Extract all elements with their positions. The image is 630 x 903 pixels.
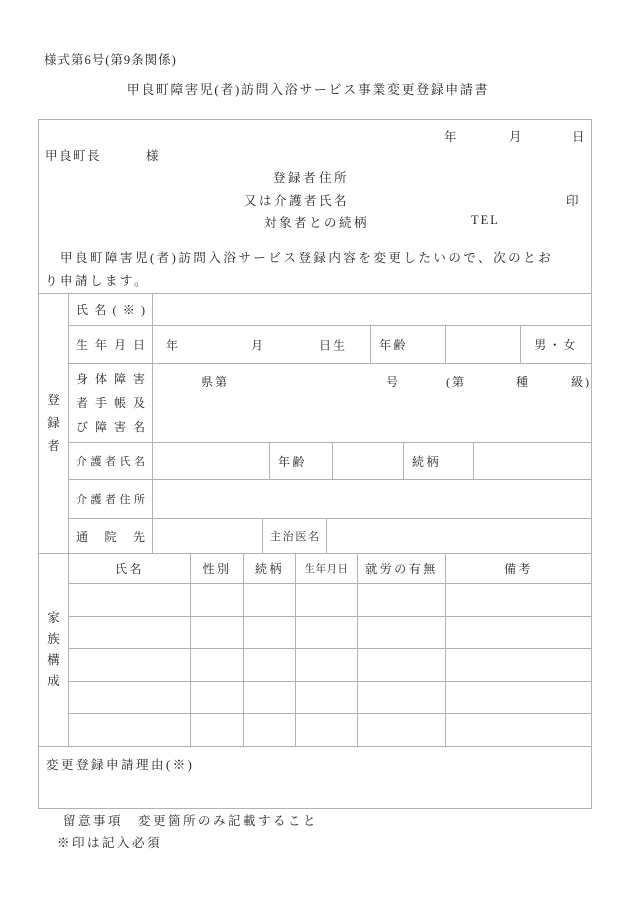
row-name (69, 294, 591, 326)
intro-line-1: 甲良町障害児(者)訪問入浴サービス登録内容を変更したいので、次のとお (45, 251, 554, 265)
registrant-label: 登録者 (273, 171, 319, 185)
carer-age-field (333, 443, 404, 479)
reason-label: 変更登録申請理由(※) (46, 758, 195, 772)
birth-day-label: 日生 (319, 338, 348, 352)
intro-paragraph (45, 247, 587, 293)
age-field (446, 326, 521, 363)
form-box (38, 119, 592, 809)
date-day-label: 日 (572, 130, 588, 144)
note-required: ※印は記入必須 (57, 836, 163, 850)
family-row-2 (69, 617, 591, 649)
birth-month-label: 月 (251, 338, 266, 352)
handbook-no-label: 号 (386, 375, 401, 389)
row-carer-addr (69, 480, 591, 519)
handbook-grade-mid: 種 (516, 375, 531, 389)
name-label: 氏名 (319, 194, 350, 208)
honorific-label: 様 (146, 149, 162, 163)
carer-age-label-cell: 年齢 (270, 443, 333, 479)
date-month-label: 月 (509, 130, 525, 144)
mayor-label: 甲良町長 (45, 149, 102, 163)
intro-line-2: り申請します。 (45, 274, 150, 288)
row-birth (69, 326, 591, 364)
family-col-birth: 生年月日 (296, 554, 358, 583)
note-attention: 留意事項 変更箇所のみ記載すること (63, 814, 319, 828)
doctor-field (327, 519, 591, 553)
carer-addr-field (153, 480, 591, 518)
family-col-sex: 性別 (191, 554, 244, 583)
clinic-field (153, 519, 263, 553)
family-section (39, 554, 591, 747)
handbook-label-cell: 身体障害 者手帳及 び障害名 (69, 364, 153, 442)
family-col-relation: 続柄 (244, 554, 296, 583)
family-row-4 (69, 682, 591, 714)
form-title: 甲良町障害児(者)訪問入浴サービス事業変更登録申請書 (126, 83, 490, 97)
form-head (39, 120, 591, 294)
carer-name-field (153, 443, 270, 479)
family-col-remarks: 備考 (503, 562, 533, 576)
row-clinic (69, 519, 591, 553)
or-carer-label: 又は介護者 (244, 194, 320, 208)
family-col-name: 氏名 (69, 554, 191, 583)
address-label: 住所 (319, 171, 350, 185)
doctor-label-cell: 主治医名 (263, 519, 327, 553)
birth-year-label: 年 (166, 338, 181, 352)
registrant-side-header: 登録者 (39, 294, 69, 553)
clinic-label-cell: 通院先 (69, 519, 153, 553)
carer-rel-field (474, 443, 591, 479)
handbook-field (153, 364, 591, 442)
sex-options-cell: 男・女 (534, 338, 578, 352)
date-year-label: 年 (444, 130, 460, 144)
family-row-3 (69, 649, 591, 682)
tel-label: TEL (471, 213, 500, 227)
family-row-1 (69, 584, 591, 617)
carer-addr-label-cell: 介護者住所 (69, 480, 153, 518)
birth-label-cell: 生年月日 (69, 326, 153, 363)
family-header-row (69, 554, 591, 584)
age-label-cell: 年齢 (371, 326, 446, 363)
registrant-section (39, 294, 591, 554)
relation-label: 対象者との続柄 (264, 216, 370, 230)
carer-rel-label-cell: 続柄 (404, 443, 474, 479)
notes (57, 810, 318, 854)
family-row-5 (69, 714, 591, 746)
form-number: 様式第6号(第9条関係) (44, 53, 177, 67)
name-field (153, 294, 591, 325)
seal-label: 印 (566, 194, 582, 208)
reason-row (39, 747, 591, 808)
birth-date-field (153, 326, 371, 363)
name-label-cell: 氏名(※) (69, 294, 153, 325)
family-side-header: 家族構成 (39, 554, 69, 746)
carer-name-label-cell: 介護者氏名 (69, 443, 153, 479)
handbook-pref-label: 県第 (201, 375, 230, 389)
family-col-work: 就労の有無 (358, 554, 446, 583)
handbook-grade-close: 級) (571, 375, 591, 389)
row-handbook (69, 364, 591, 443)
handbook-grade-open: (第 (446, 375, 466, 389)
row-carer-name (69, 443, 591, 480)
